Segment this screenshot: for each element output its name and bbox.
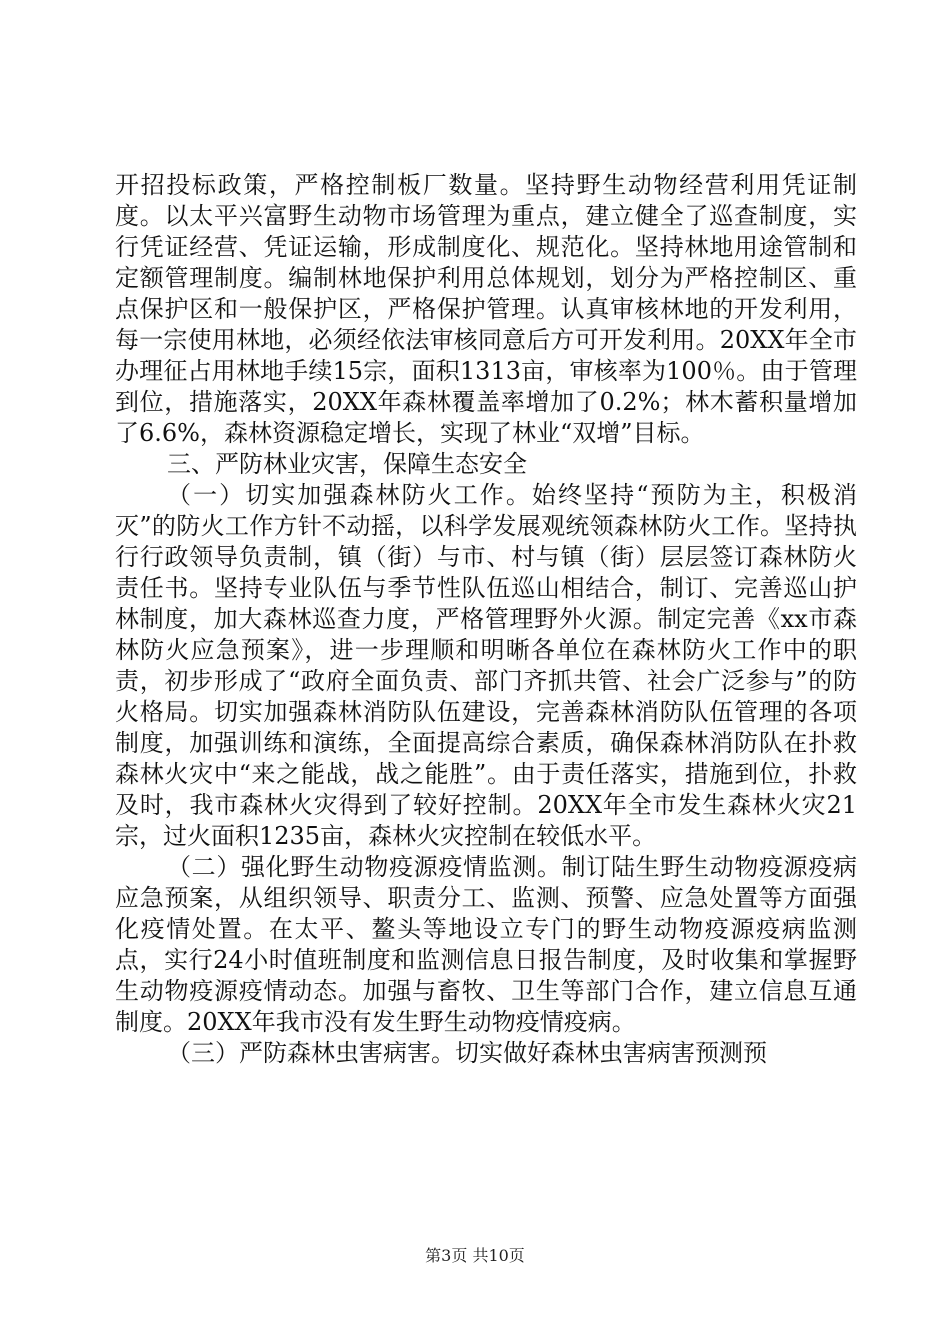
- section-heading: 三、严防林业灾害，保障生态安全: [167, 450, 527, 478]
- paragraph-pest-control: （三）严防森林虫害病害。切实做好森林虫害病害预测预: [167, 1039, 767, 1067]
- paragraph-wildlife-monitoring: （二）强化野生动物疫源疫情监测。制订陆生野生动物疫源疫病应急预案，从组织领导、职责分工、监测、预警、应急处置等方面强化疫情处置。在太平、鳌头等地设立专门的野生动物疫源疫病监测点，实行24小时值班制度和监测信息日报告制度，及时收集和掌握野生动物疫源疫情动态。加强与畜牧、卫生等部门合作，建立信息互通制度。20XX年我市没有发生野生动物疫情疫病。: [115, 853, 857, 1036]
- paragraph-continuation: 开招投标政策，严格控制板厂数量。坚持野生动物经营利用凭证制度。以太平兴富野生动物市场管理为重点，建立健全了巡查制度，实行凭证经营、凭证运输，形成制度化、规范化。坚持林地用途管制和定额管理制度。编制林地保护利用总体规划，划分为严格控制区、重点保护区和一般保护区，严格保护管理。认真审核林地的开发利用，每一宗使用林地，必须经依法审核同意后方可开发利用。20XX年全市办理征占用林地手续15宗，面积1313亩，审核率为100％。由于管理到位，措施落实，20XX年森林覆盖率增加了0.2%；林木蓄积量增加了6.6%，森林资源稳定增长，实现了林业“双增”目标。: [115, 171, 857, 447]
- body-text: [115, 170, 857, 1069]
- paragraph-forest-fire: （一）切实加强森林防火工作。始终坚持“预防为主，积极消灭”的防火工作方针不动摇，以科学发展观统领森林防火工作。坚持执行行政领导负责制，镇（街）与市、村与镇（街）层层签订森林防火责任书。坚持专业队伍与季节性队伍巡山相结合，制订、完善巡山护林制度，加大森林巡查力度，严格管理野外火源。制定完善《xx市森林防火应急预案》，进一步理顺和明晰各单位在森林防火工作中的职责，初步形成了“政府全面负责、部门齐抓共管、社会广泛参与”的防火格局。切实加强森林消防队伍建设，完善森林消防队伍管理的各项制度，加强训练和演练，全面提高综合素质，确保森林消防队在扑救森林火灾中“来之能战，战之能胜”。由于责任落实，措施到位，扑救及时，我市森林火灾得到了较好控制。20XX年全市发生森林火灾21宗，过火面积1235亩，森林火灾控制在较低水平。: [115, 481, 857, 850]
- page-footer: 第3页 共10页: [425, 1246, 525, 1265]
